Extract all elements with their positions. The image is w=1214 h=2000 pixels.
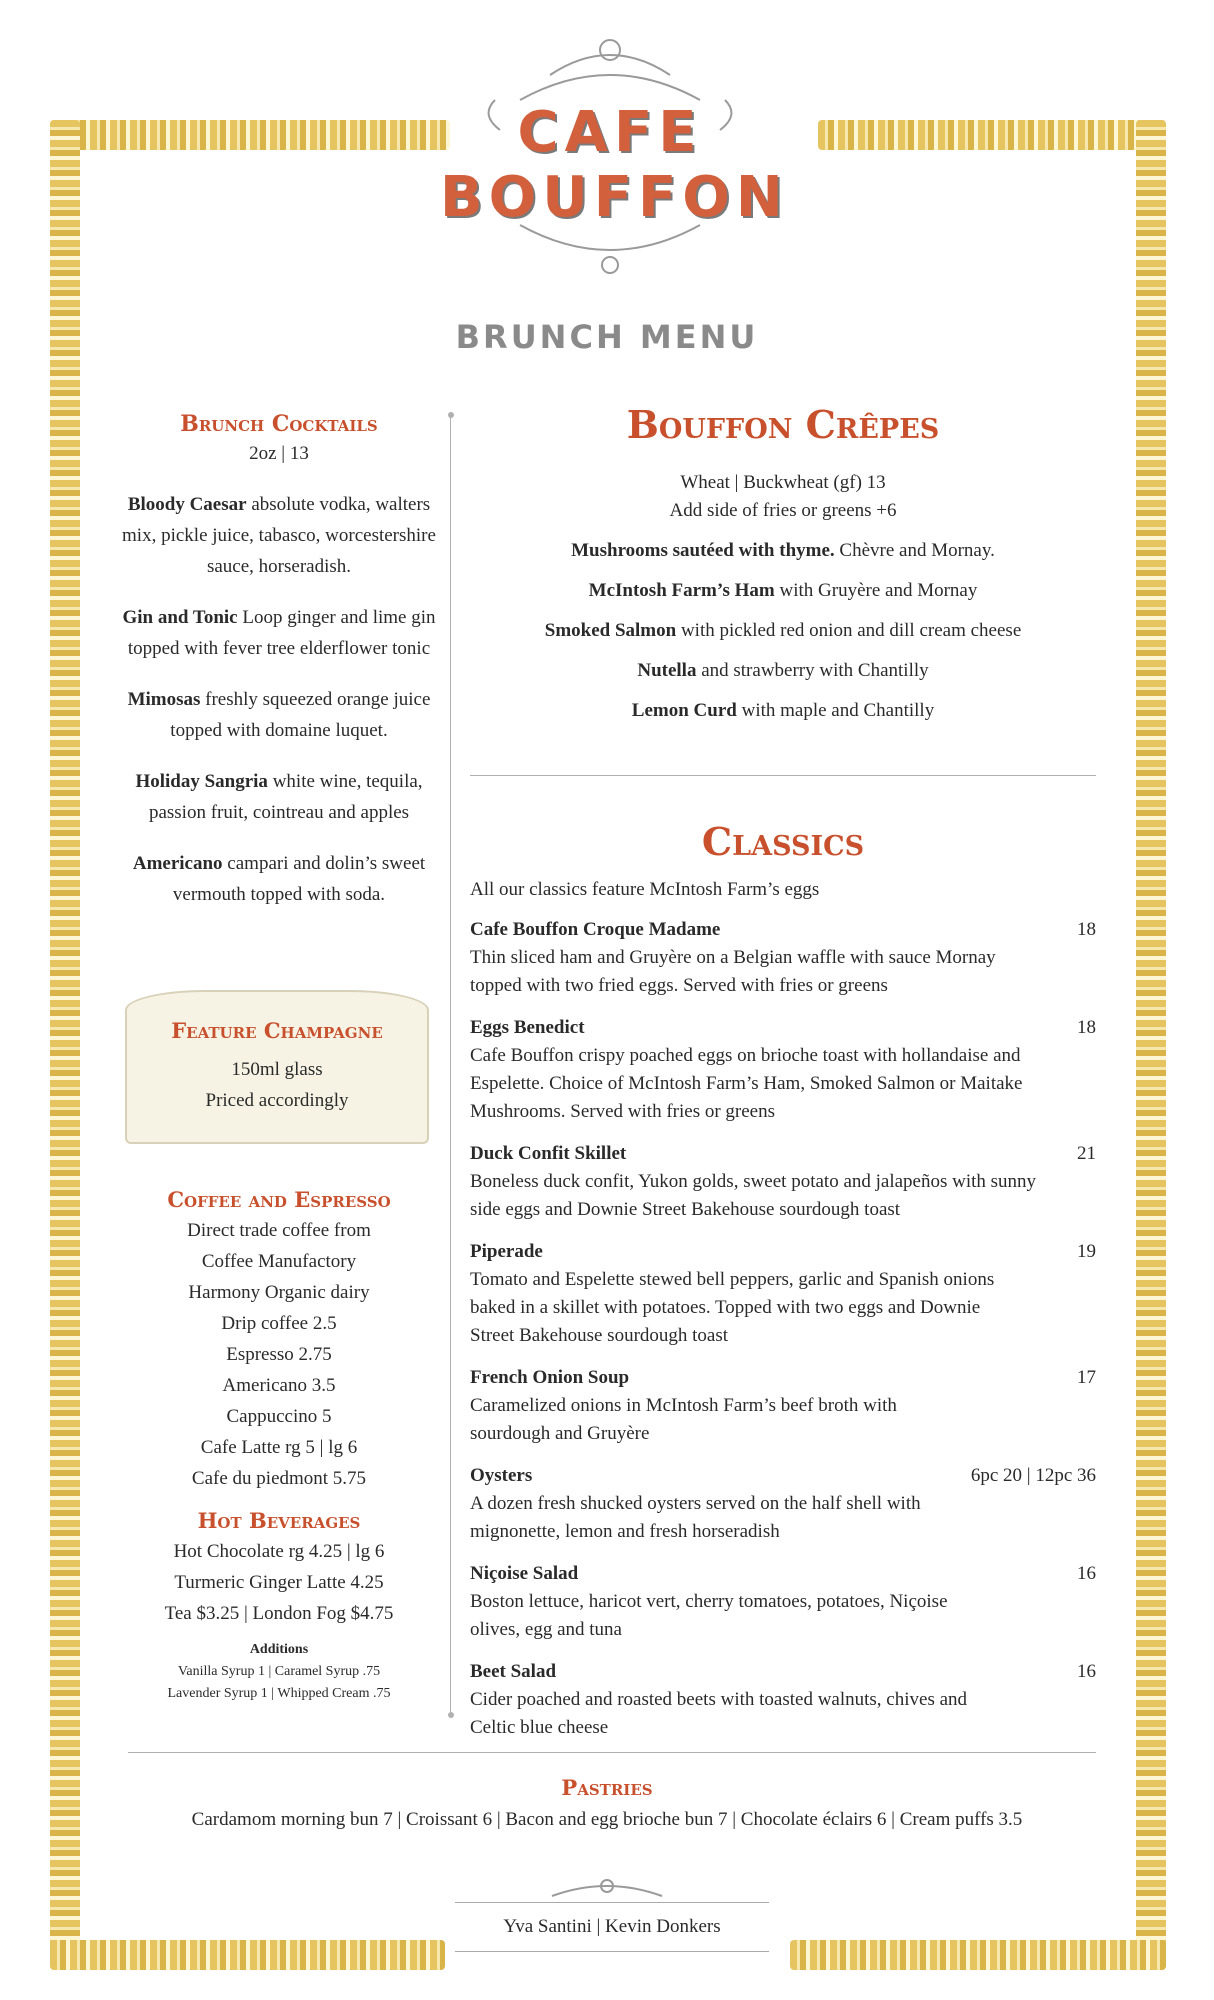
classic-item: Piperade 19 Tomato and Espelette stewed bell peppers, garlic and Spanish onions baked in a skillet with potatoes. Topped with two eggs and Downie Street Bakehouse sourdough toast [470,1238,1096,1350]
crepes-line-1: Wheat | Buckwheat (gf) 13 [680,472,886,493]
pastries-section [0,1773,1214,1837]
crepes-section [470,395,1096,731]
coffee-line: Coffee Manufactory [201,1251,357,1272]
coffee-line: Direct trade coffee from [187,1220,371,1241]
item-price: 17 [1077,1367,1096,1388]
item-price: 16 [1077,1563,1096,1584]
brand-line-1: CAFE [517,100,703,165]
coffee-line: Cafe Latte rg 5 | lg 6 [200,1437,358,1458]
coffee-section [120,1185,438,1705]
divider-dot [448,412,454,418]
border-top-left [50,120,450,150]
column-divider [450,412,451,1712]
coffee-line: Cappuccino 5 [226,1406,332,1427]
crepe-item: McIntosh Farm’s Ham with Gruyère and Mornay [588,580,978,601]
classics-heading: Classics [701,819,865,864]
crepe-item: Mushrooms sautéed with thyme. Chèvre and Mornay. [571,540,995,561]
champagne-heading: Feature Champagne [171,1018,383,1043]
cocktail-item: Gin and Tonic Loop ginger and lime gin topped with fever tree elderflower tonic [122,607,436,659]
classic-item: Beet Salad 16 Cider poached and roasted beets with toasted walnuts, chives and Celtic blue cheese [470,1658,1096,1742]
item-price: 18 [1077,1017,1096,1038]
divider-dot [448,1712,454,1718]
champagne-line-1: 150ml glass [231,1059,323,1080]
coffee-line: Drip coffee 2.5 [221,1313,337,1334]
pastries-heading: Pastries [561,1775,653,1800]
classic-item: Niçoise Salad 16 Boston lettuce, haricot vert, cherry tomatoes, potatoes, Niçoise olives, egg and tuna [470,1560,1096,1644]
footer-names: Yva Santini | Kevin Donkers [455,1902,769,1952]
classic-item: Oysters 6pc 20 | 12pc 36 A dozen fresh shucked oysters served on the half shell with mignonette, lemon and fresh horseradish [470,1462,1096,1546]
coffee-line: Espresso 2.75 [226,1344,332,1365]
crepes-heading: Bouffon Crêpes [626,402,940,447]
logo [440,20,789,290]
additions-heading: Additions [249,1642,309,1657]
item-price: 18 [1077,919,1096,940]
coffee-line: Cafe du piedmont 5.75 [191,1468,367,1489]
cocktail-item: Bloody Caesar absolute vodka, walters mix, pickle juice, tabasco, worcestershire sauce, horseradish. [122,494,436,577]
crepes-line-2: Add side of fries or greens +6 [669,500,897,521]
cocktails-heading: Brunch Cocktails [180,411,378,437]
coffee-heading: Coffee and Espresso [167,1187,391,1212]
brand-line-2: BOUFFON [440,165,789,230]
item-price: 6pc 20 | 12pc 36 [970,1465,1096,1486]
coffee-line: Harmony Organic dairy [188,1282,370,1303]
crepe-item: Lemon Curd with maple and Chantilly [631,700,935,721]
classic-item: Cafe Bouffon Croque Madame 18 Thin sliced ham and Gruyère on a Belgian waffle with sauce Mornay topped with two fried eggs. Served with fries or greens [470,916,1096,1000]
classics-intro: All our classics feature McIntosh Farm’s eggs [470,879,820,900]
crepe-item: Smoked Salmon with pickled red onion and dill cream cheese [544,620,1022,641]
additions-line-2: Lavender Syrup 1 | Whipped Cream .75 [167,1686,391,1701]
hot-line: Turmeric Ginger Latte 4.25 [174,1572,384,1593]
pastries-line: Cardamom morning bun 7 | Croissant 6 | Bacon and egg brioche bun 7 | Chocolate éclairs 6 | Cream puffs 3.5 [191,1809,1023,1830]
champagne-line-2: Priced accordingly [205,1090,349,1111]
border-top-right [818,120,1166,150]
hot-line: Hot Chocolate rg 4.25 | lg 6 [173,1541,385,1562]
border-left [50,120,80,1970]
classic-item: Eggs Benedict 18 Cafe Bouffon crispy poached eggs on brioche toast with hollandaise and Espelette. Choice of McIntosh Farm’s Ham, Smoked Salmon or Maitake Mushrooms. Served with fries or greens [470,1014,1096,1126]
champagne-box [125,990,429,1144]
page-title: BRUNCH MENU [455,318,759,356]
hot-line: Tea $3.25 | London Fog $4.75 [164,1603,394,1624]
cocktail-item: Americano campari and dolin’s sweet vermouth topped with soda. [132,853,426,905]
border-bottom-right [790,1940,1166,1970]
border-right [1136,120,1166,1970]
cocktails-section [120,410,438,930]
hot-heading: Hot Beverages [197,1508,361,1533]
classic-item: French Onion Soup 17 Caramelized onions in McIntosh Farm’s beef broth with sourdough and Gruyère [470,1364,1096,1448]
border-bottom-left [50,1940,445,1970]
item-price: 19 [1077,1241,1096,1262]
classics-section [470,812,1096,1756]
crepes-divider [470,775,1096,776]
cocktail-item: Holiday Sangria white wine, tequila, passion fruit, cointreau and apples [135,771,423,823]
crepe-item: Nutella and strawberry with Chantilly [637,660,929,681]
classic-item: Duck Confit Skillet 21 Boneless duck confit, Yukon golds, sweet potato and jalapeños with sunny side eggs and Downie Street Bakehouse sourdough toast [470,1140,1096,1224]
item-price: 21 [1077,1143,1096,1164]
cocktail-item: Mimosas freshly squeezed orange juice topped with domaine luquet. [127,689,431,741]
item-price: 16 [1077,1661,1096,1682]
coffee-line: Americano 3.5 [222,1375,336,1396]
additions-line-1: Vanilla Syrup 1 | Caramel Syrup .75 [177,1664,381,1679]
cocktails-price: 2oz | 13 [249,443,309,464]
